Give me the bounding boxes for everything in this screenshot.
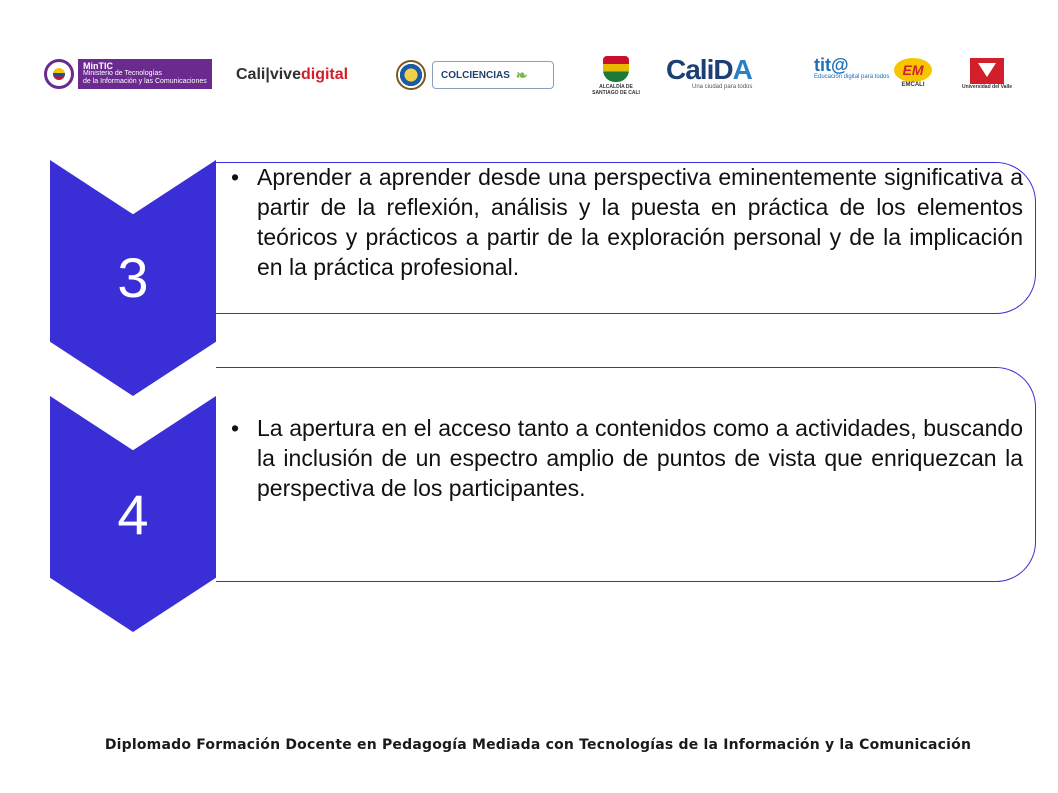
colciencias-name: COLCIENCIAS — [441, 69, 510, 81]
emcali-mark: EM — [894, 58, 932, 82]
step-3-number: 3 — [117, 246, 149, 309]
calida-accent: A — [732, 54, 752, 85]
calida-tagline: Una ciudad para todos — [692, 84, 753, 90]
leaf-icon: ❧ — [515, 66, 528, 83]
colombia-seal-icon — [44, 59, 74, 89]
mintic-line2: de la Información y las Comunicaciones — [83, 78, 207, 85]
footer-caption: Diplomado Formación Docente en Pedagogía Mediada con Tecnologías de la Información y la Comunicación — [104, 737, 972, 753]
calivive-part1: Cali|vive — [236, 66, 301, 83]
step-3-text: Aprender a aprender desde una perspectiva eminentemente significativa a partir de la reflexión, análisis y la puesta en práctica de los elementos teóricos y prácticos a partir de la exploración personal y de la implicación en la práctica profesional. — [257, 164, 1023, 280]
step-3-item — [231, 162, 1023, 282]
emcali-label: EMCALI — [901, 82, 925, 88]
univalle-logo — [962, 58, 1012, 90]
colombia-seal-icon — [396, 60, 426, 90]
step-4-number: 4 — [117, 483, 149, 546]
emcali-logo — [894, 58, 932, 88]
tita-logo — [814, 56, 889, 81]
colciencias-logo — [396, 60, 554, 90]
alcaldia-name: ALCALDÍA DE SANTIAGO DE CALI — [592, 84, 640, 96]
univalle-mark-icon — [970, 58, 1004, 84]
cali-vive-digital-logo — [236, 66, 348, 84]
mintic-logo — [44, 58, 214, 90]
cali-crest-icon — [603, 56, 629, 82]
step-4-text: La apertura en el acceso tanto a contenidos como a actividades, buscando la inclusión de un espectro amplio de puntos de vista que enriquezcan la perspectiva de los participantes. — [257, 415, 1023, 501]
univalle-name: Universidad del Valle — [962, 84, 1013, 90]
calida-logo — [666, 56, 752, 90]
mintic-name: MinTIC — [83, 61, 113, 71]
bullet-icon: • — [231, 415, 240, 441]
step-4-item — [231, 413, 1023, 503]
mintic-line1: Ministerio de Tecnologías — [83, 70, 162, 77]
tita-tagline: Educación digital para todos — [814, 74, 890, 80]
bullet-icon: • — [231, 164, 240, 190]
alcaldia-cali-logo — [586, 56, 646, 96]
tita-word: tit@ — [814, 55, 849, 75]
calida-word: CaliD — [666, 54, 733, 85]
calivive-part2: digital — [300, 66, 349, 83]
